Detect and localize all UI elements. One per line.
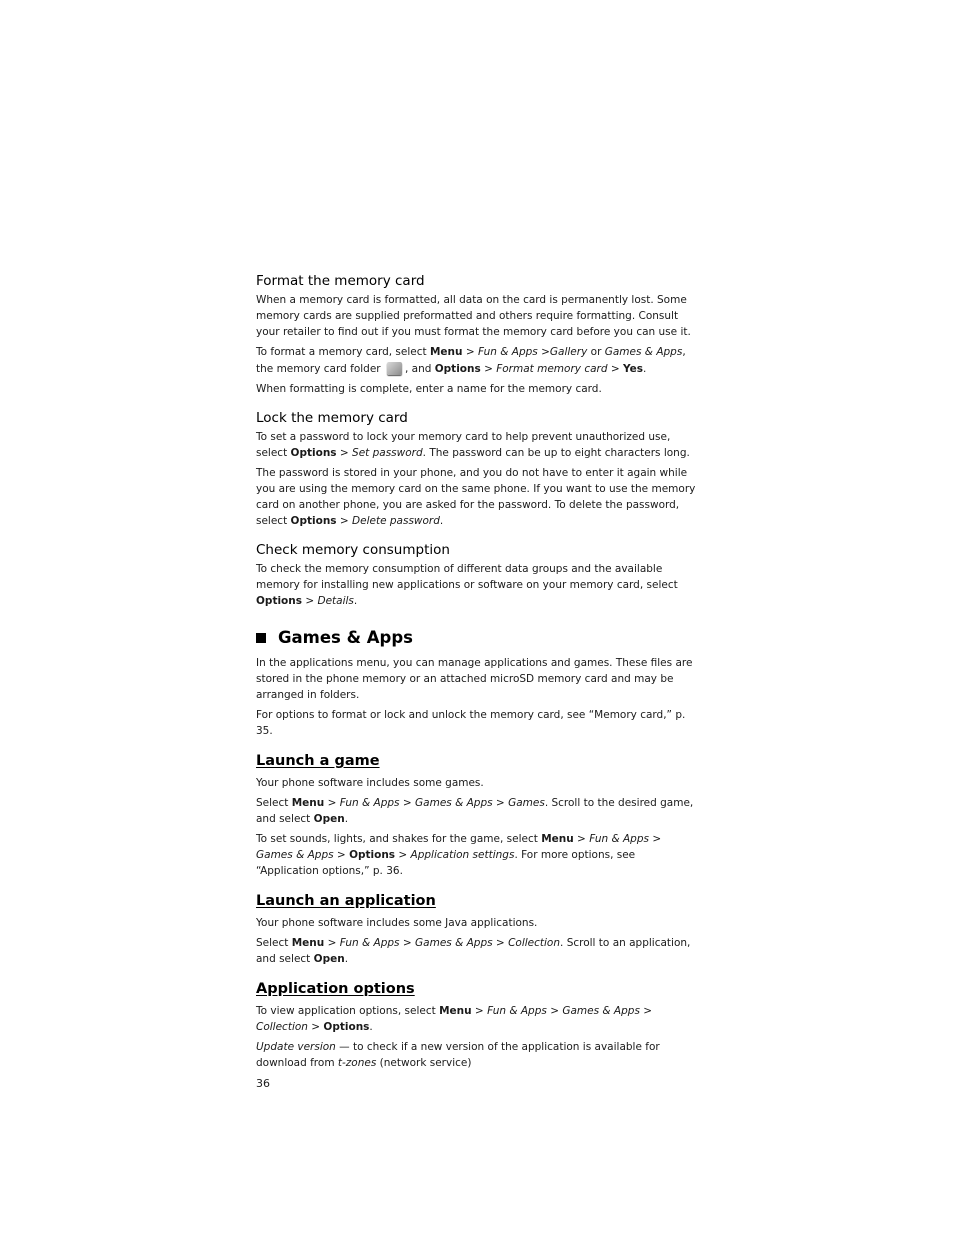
page-number: 36	[256, 1077, 270, 1090]
launch-app-instructions: Select Menu > Fun & Apps > Games & Apps > Collection. Scroll to an application, and select Open.	[256, 937, 691, 965]
lock-instructions: To set a password to lock your memory card to help prevent unauthorized use, select Options > Set password. The password can be up to eight characters long.	[256, 431, 690, 459]
section-bullet-icon	[256, 633, 266, 643]
lock-password-info: The password is stored in your phone, and you do not have to enter it again while you are using the memory card on the same phone. If you want to use the memory card on another phone, you are asked for the password. To delete the password, select Options > Delete password.	[256, 467, 696, 527]
heading-format-memory-card: Format the memory card	[256, 273, 425, 289]
heading-launch-application: Launch an application	[256, 893, 436, 909]
app-options-instructions: To view application options, select Menu > Fun & Apps > Games & Apps > Collection > Options.	[256, 1005, 653, 1033]
games-apps-intro: In the applications menu, you can manage applications and games. These files are stored in the phone memory or an attached microSD memory card and may be arranged in folders.	[256, 657, 693, 701]
format-complete: When formatting is complete, enter a name for the memory card.	[256, 383, 602, 395]
folder-icon	[386, 360, 403, 376]
launch-game-intro: Your phone software includes some games.	[256, 777, 484, 789]
format-instructions: To format a memory card, select Menu > Fun & Apps >Gallery or Games & Apps, the memory card folder , and Options > Format memory card > Yes.	[256, 346, 686, 375]
heading-launch-game: Launch a game	[256, 753, 380, 769]
launch-game-instructions: Select Menu > Fun & Apps > Games & Apps > Games. Scroll to the desired game, and select Open.	[256, 797, 694, 825]
update-version-description: Update version — to check if a new version of the application is available for download from t-zones (network service)	[256, 1041, 660, 1069]
manual-page	[256, 272, 701, 1090]
check-memory-instructions: To check the memory consumption of different data groups and the available memory for installing new applications or software on your memory card, select Options > Details.	[256, 563, 678, 607]
heading-application-options: Application options	[256, 981, 415, 997]
heading-lock-memory-card: Lock the memory card	[256, 410, 408, 426]
game-settings-instructions: To set sounds, lights, and shakes for the game, select Menu > Fun & Apps > Games & Apps > Options > Application settings. For more options, see “Application options,” p. 36.	[256, 833, 662, 877]
format-intro: When a memory card is formatted, all data on the card is permanently lost. Some memory cards are supplied preformatted and others require formatting. Consult your retailer to find out if you must format the memory card before you can use it.	[256, 294, 691, 338]
heading-games-apps: Games & Apps	[256, 627, 701, 649]
launch-app-intro: Your phone software includes some Java applications.	[256, 917, 538, 929]
games-apps-reference: For options to format or lock and unlock the memory card, see “Memory card,” p. 35.	[256, 709, 686, 737]
heading-check-memory: Check memory consumption	[256, 542, 450, 558]
